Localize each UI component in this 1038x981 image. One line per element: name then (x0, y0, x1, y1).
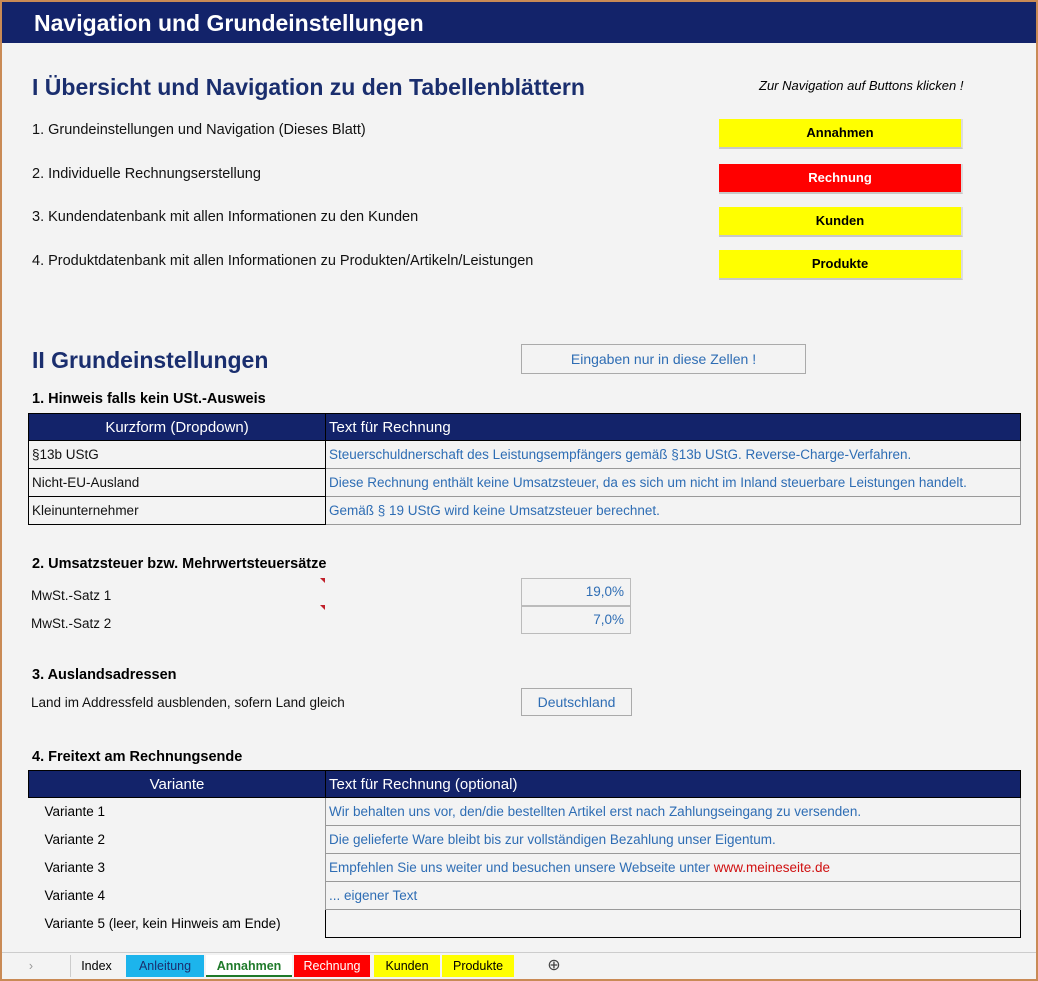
freitext-cell[interactable] (326, 910, 1021, 938)
freitext-cell[interactable]: Die gelieferte Ware bleibt bis zur vollständigen Bezahlung unser Eigentum. (326, 826, 1021, 854)
freitext-table (28, 770, 1021, 938)
variante-label: Variante 2 (44, 832, 106, 847)
ausland-title: 3. Auslandsadressen (32, 667, 177, 683)
hinweis-title: 1. Hinweis falls kein USt.-Ausweis (32, 391, 266, 407)
variante-label: Variante 5 (leer, kein Hinweis am Ende) (44, 916, 281, 931)
mwst-label: MwSt.-Satz 2 (31, 616, 112, 631)
mwst-title: 2. Umsatzsteuer bzw. Mehrwertsteuersätze (32, 556, 327, 572)
kurzform-cell[interactable]: §13b UStG (29, 441, 326, 469)
overview-item: 4. Produktdatenbank mit allen Informationen zu Produkten/Artikeln/Leistungen (32, 253, 534, 269)
overview-item: 3. Kundendatenbank mit allen Informationen zu den Kunden (32, 209, 419, 225)
comment-marker-icon[interactable] (320, 605, 325, 610)
tab-rechnung[interactable]: Rechnung (294, 955, 370, 977)
kurzform-cell[interactable]: Kleinunternehmer (29, 497, 326, 525)
column-header: Variante (29, 771, 326, 798)
add-sheet-icon[interactable]: ⊕ (547, 957, 561, 974)
tab-kunden[interactable]: Kunden (374, 955, 440, 977)
column-header: Kurzform (Dropdown) (29, 414, 326, 441)
variante-label: Variante 1 (44, 804, 106, 820)
spreadsheet (2, 2, 1036, 979)
scroll-tabs-right-icon[interactable]: › (28, 959, 34, 973)
nav-button-rechnung[interactable]: Rechnung (719, 164, 963, 194)
kurzform-cell[interactable]: Nicht-EU-Ausland (29, 469, 326, 497)
table-row (29, 441, 1021, 469)
table-row (29, 910, 1021, 938)
nav-hint: Zur Navigation auf Buttons klicken ! (759, 78, 964, 93)
table-row (29, 497, 1021, 525)
ausland-country-input[interactable]: Deutschland (521, 688, 632, 716)
tab-produkte[interactable]: Produkte (442, 955, 514, 977)
sheet-tab-bar (2, 952, 1036, 979)
variante-label: Variante 4 (44, 888, 106, 903)
freitext-cell[interactable]: ... eigener Text (326, 882, 1021, 910)
nav-button-annahmen[interactable]: Annahmen (719, 119, 963, 149)
mwst-rate-2-input[interactable]: 7,0% (521, 606, 631, 634)
freitext-title: 4. Freitext am Rechnungsende (32, 749, 243, 765)
column-header: Text für Rechnung (326, 414, 1021, 441)
comment-marker-icon[interactable] (320, 578, 325, 583)
overview-item: 1. Grundeinstellungen und Navigation (Dieses Blatt) (32, 122, 366, 138)
hinweis-table (28, 413, 1021, 525)
column-header: Text für Rechnung (optional) (326, 771, 1021, 798)
tab-anleitung[interactable]: Anleitung (126, 955, 204, 977)
tab-index[interactable]: Index (70, 955, 122, 977)
overview-item: 2. Individuelle Rechnungserstellung (32, 166, 261, 182)
text-cell[interactable]: Diese Rechnung enthält keine Umsatzsteuer, da es sich um nicht im Inland steuerbare Leistungen handelt. (326, 469, 1021, 497)
table-row (29, 469, 1021, 497)
mwst-rate-1-input[interactable]: 19,0% (521, 578, 631, 606)
text-cell[interactable]: Gemäß § 19 UStG wird keine Umsatzsteuer berechnet. (326, 497, 1021, 525)
page-header: Navigation und Grundeinstellungen (2, 2, 1036, 43)
table-row (29, 798, 1021, 826)
nav-button-kunden[interactable]: Kunden (719, 207, 963, 237)
section2-title: II Grundeinstellungen (32, 347, 269, 373)
freitext-text: Empfehlen Sie uns weiter und besuchen unsere Webseite unter (329, 860, 714, 875)
input-hint-box: Eingaben nur in diese Zellen ! (521, 344, 806, 374)
website-link[interactable]: www.meineseite.de (713, 860, 831, 875)
ausland-label: Land im Addressfeld ausblenden, sofern Land gleich (31, 695, 345, 710)
table-row (29, 854, 1021, 882)
section1-title: I Übersicht und Navigation zu den Tabellenblättern (32, 74, 585, 100)
freitext-cell[interactable] (326, 854, 1021, 882)
table-row (29, 882, 1021, 910)
table-row (29, 826, 1021, 854)
text-cell[interactable]: Steuerschuldnerschaft des Leistungsempfängers gemäß §13b UStG. Reverse-Charge-Verfahren. (326, 441, 1021, 469)
nav-button-produkte[interactable]: Produkte (719, 250, 963, 280)
variante-label: Variante 3 (44, 860, 106, 875)
freitext-cell[interactable]: Wir behalten uns vor, den/die bestellten Artikel erst nach Zahlungseingang zu versenden. (326, 798, 1021, 826)
tab-annahmen[interactable]: Annahmen (206, 955, 292, 977)
mwst-label: MwSt.-Satz 1 (31, 588, 112, 603)
